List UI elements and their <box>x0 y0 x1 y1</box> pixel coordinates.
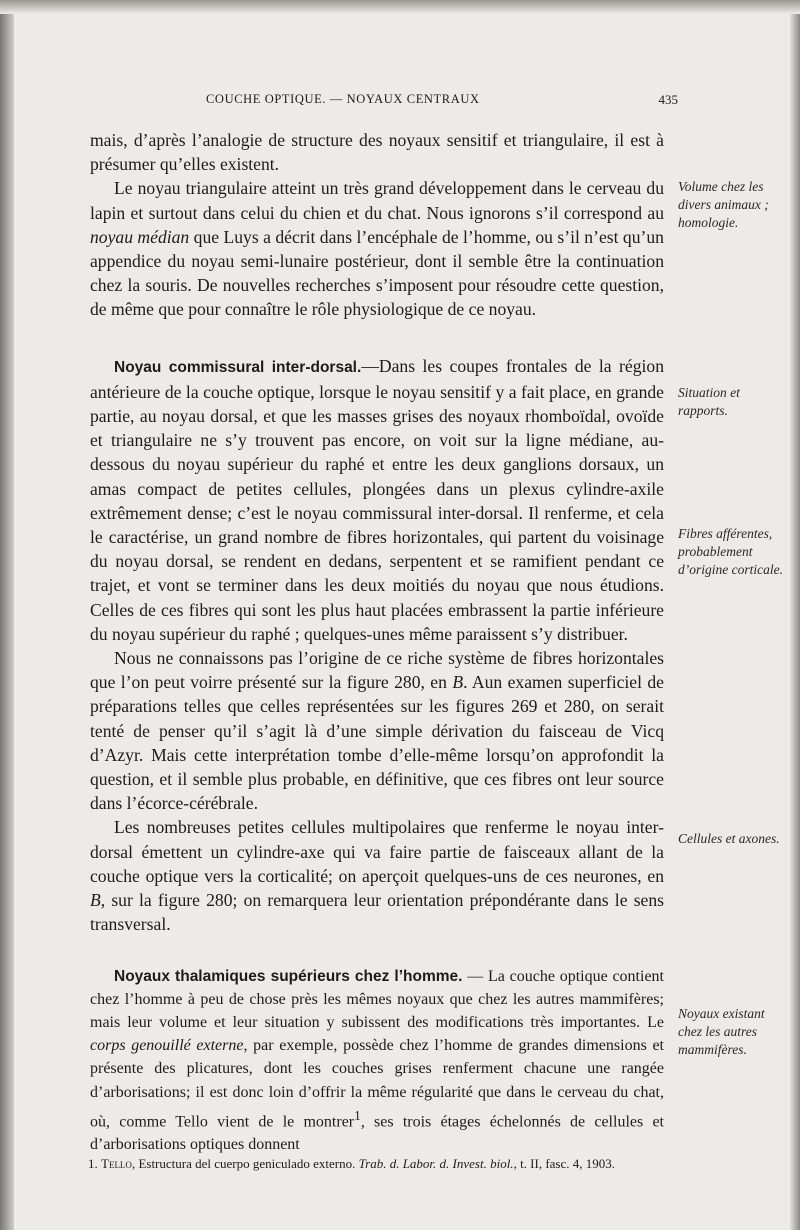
section-heading-noyau-commissural: Noyau commissural inter-dorsal. <box>114 358 362 376</box>
paragraph-6-text-a: — La couche optique contient chez l’homme à peu de chose près les mêmes noyaux que chez les autres mammifères; mais leur volume et leur situation y subissent des modifications très importantes. Le <box>90 967 664 1031</box>
margin-note-cellules: Cellules et axones. <box>678 831 780 846</box>
section-heading-noyaux-thalamiques: Noyaux thalamiques supérieurs chez l’homme. <box>114 967 463 985</box>
paragraph-2-text-b: que Luys a décrit dans l’encéphale de l’homme, ou s’il n’est qu’un appendice du noyau semi-lunaire postérieur, dont il semble être la continuation chez la souris. De nouvelles recherches s’imposent pour résoudre cette question, de même que pour connaître le rôle physiologique de ce noyau. <box>90 226 664 320</box>
footnote-author: Tello <box>101 1156 132 1171</box>
paragraph-1 <box>90 128 664 176</box>
paragraph-6-text-c: , ses trois étages échelonnés de cellules et d’arborisations optiques donnent <box>90 1113 664 1154</box>
footnote-journal: Trab. d. Labor. d. Invest. biol. <box>358 1156 514 1171</box>
binding-shadow-left <box>0 0 14 1230</box>
paragraph-3-text: —Dans les coupes frontales de la région antérieure de la couche optique, lorsque le noyau sensitif y a fait place, en grande partie, au noyau dorsal, et que les masses grises des noyaux rhomboïdal, ovoïde et triangulaire ne s’y trouvent pas encore, on voit sur la ligne médiane, au-dessous du noyau supérieur du raphé et entre les deux ganglions dorsaux, un amas compact de petites cellules, plongées dans un plexus cylindre-axile extrêmement dense; c’est le noyau commissural inter-dorsal. Il renferme, et cela le caractérise, un grand nombre de fibres horizontales, qui partent du voisinage du noyau dorsal, se rendent en dedans, serpentent et se ramifient pendant ce trajet, et vont se terminer dans les deux moitiés du noyau que nous étudions. Celles de ces fibres qui sont les plus haut placées embrassent la partie inférieure du noyau supérieur du raphé ; quelques-unes même paraissent s’y distribuer. <box>90 355 665 644</box>
paragraph-6-text-b: , par exemple, possède chez l’homme de grandes dimensions et présente des plicatures, dont les couches grises renferment chacune une rangée d’arborisations; il est donc loin d’offrir la même régularité que dans le cerveau du chat, où, comme Tello vient de le montrer <box>90 1037 665 1131</box>
paragraph-2 <box>90 176 664 321</box>
main-text <box>90 128 664 1156</box>
footnote-title: , Estructura del cuerpo geniculado externo. <box>131 1156 359 1171</box>
footnote-reference[interactable]: 1 <box>354 1107 361 1123</box>
footnote-1 <box>74 1155 668 1172</box>
paragraph-4-text-b: . Aun examen superficiel de préparations telles que celles représentées sur les figures 269 et 280, on serait tenté de penser qu’il s’agit là d’une simple dérivation du faisceau de Vicq d’Azyr. Mais cette interprétation tombe d’elle-même lorsqu’on approfondit la question, et il semble plus probable, en définitive, que ces fibres ont leur source dans l’écorce-cérébrale. <box>90 672 664 814</box>
paragraph-6 <box>90 965 664 1157</box>
margin-note-volume: Volume chez les divers animaux ; homologie. <box>678 179 769 230</box>
paragraph-4-emphasis: B <box>452 672 464 693</box>
footnote-marker: 1. <box>88 1156 101 1171</box>
paragraph-2-emphasis: noyau médian <box>90 226 190 247</box>
page-header <box>88 92 678 112</box>
paragraph-4 <box>90 646 664 815</box>
paragraph-5 <box>90 815 664 936</box>
margin-note-noyaux: Noyaux existant chez les autres mammifères. <box>678 1006 765 1057</box>
paragraph-2-text-a: Le noyau triangulaire atteint un très grand développement dans le cerveau du lapin et surtout dans celui du chien et du chat. Nous ignorons s’il correspond au <box>90 178 664 223</box>
footnote-volume: , t. II, fasc. 4, 1903. <box>513 1156 616 1171</box>
paragraph-5-text-a: Les nombreuses petites cellules multipolaires que renferme le noyau inter-dorsal émettent un cylindre-axe qui va faire partie de faisceaux allant de la couche optique vers la corticalité; on aperçoit quelques-uns de ces neurones, en <box>90 817 664 886</box>
paragraph-3 <box>90 354 664 646</box>
page-edge-right <box>790 0 800 1230</box>
page-edge-top <box>0 0 800 14</box>
paragraph-6-emphasis: corps genouillé externe <box>90 1037 244 1055</box>
footnote <box>74 1155 668 1172</box>
paragraph-5-text-b: , sur la figure 280; on remarquera leur orientation prépondérante dans le sens transversal. <box>90 890 664 935</box>
margin-note-situation: Situation et rapports. <box>678 385 740 418</box>
margin-note-fibres: Fibres afférentes, probablement d’origine corticale. <box>678 526 783 577</box>
page-number: 435 <box>658 92 678 107</box>
paragraph-4-text-a: Nous ne connaissons pas l’origine de ce riche système de fibres horizontales que l’on peut voirre présenté sur la figure 280, en <box>90 648 664 693</box>
paragraph-1-text: mais, d’après l’analogie de structure des noyaux sensitif et triangulaire, il est à présumer qu’elles existent. <box>90 130 664 175</box>
paragraph-5-emphasis: B <box>90 890 101 911</box>
running-title: COUCHE OPTIQUE. — NOYAUX CENTRAUX <box>206 92 480 106</box>
